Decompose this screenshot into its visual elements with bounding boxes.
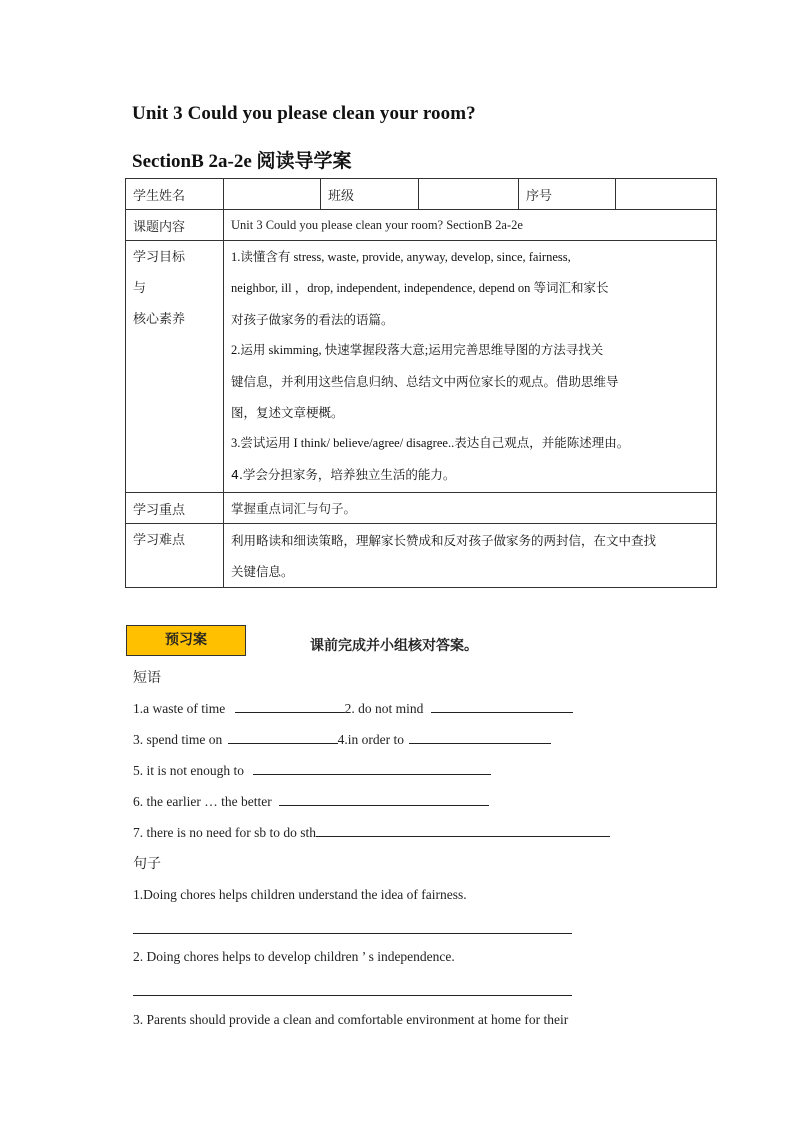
- name-label: 学生姓名: [126, 179, 224, 210]
- difficulty-content: [224, 524, 717, 588]
- difficulty-line: 利用略读和细读策略，理解家长赞成和反对孩子做家务的两封信，在文中查找: [231, 533, 657, 548]
- seat-cell[interactable]: [616, 179, 717, 210]
- difficulty-label-text: 学习难点: [133, 533, 186, 548]
- table-row: [126, 524, 717, 588]
- difficulty-line: 关键信息。: [231, 564, 294, 579]
- goal-line: 键信息，并利用这些信息归纳、总结文中两位家长的观点。借助思维导: [231, 374, 619, 389]
- goals-label-line: 与: [133, 281, 147, 296]
- phrase-7: 7. there is no need for sb to do sth: [133, 825, 316, 840]
- phrase-6: 6. the earlier … the better: [133, 794, 272, 809]
- topic-value: Unit 3 Could you please clean your room? SectionB 2a-2e: [224, 210, 717, 241]
- phrase-row: [133, 700, 573, 717]
- goal-line: 图，复述文章梗概。: [231, 405, 344, 420]
- table-row: [126, 493, 717, 524]
- goals-label-line: 学习目标: [133, 250, 186, 265]
- key-points-value: 掌握重点词汇与句子。: [224, 493, 717, 524]
- goals-content: [224, 241, 717, 493]
- answer-line[interactable]: [133, 995, 572, 996]
- table-row: [126, 210, 717, 241]
- answer-blank[interactable]: [409, 731, 551, 744]
- phrase-row: [133, 793, 489, 810]
- phrase-row: [133, 731, 551, 748]
- goal-line: 4.学会分担家务，培养独立生活的能力。: [231, 467, 456, 482]
- sentence-3: 3. Parents should provide a clean and comfortable environment at home for their: [133, 1012, 569, 1027]
- phrases-heading: 短语: [133, 670, 161, 686]
- phrase-5: 5. it is not enough to: [133, 763, 244, 778]
- lesson-info-table: [125, 178, 717, 588]
- answer-blank[interactable]: [235, 700, 345, 713]
- topic-label: 课题内容: [126, 210, 224, 241]
- answer-line[interactable]: [133, 933, 572, 934]
- phrase-row: [133, 824, 610, 841]
- goal-line: 对孩子做家务的看法的语篇。: [231, 312, 394, 327]
- phrase-row: [133, 762, 491, 779]
- sentence-2: 2. Doing chores helps to develop children ’ s independence.: [133, 949, 455, 964]
- page-subtitle: SectionB 2a-2e 阅读导学案: [132, 151, 352, 172]
- table-row: [126, 179, 717, 210]
- phrase-1: 1.a waste of time: [133, 701, 226, 716]
- phrase-3: 3. spend time on: [133, 732, 223, 747]
- answer-blank[interactable]: [279, 793, 489, 806]
- goals-label-line: 核心素养: [133, 312, 186, 327]
- answer-blank[interactable]: [316, 824, 610, 837]
- class-label: 班级: [321, 179, 419, 210]
- class-cell[interactable]: [419, 179, 519, 210]
- goal-line: neighbor, ill ，drop, independent, independence, depend on 等词汇和家长: [231, 281, 609, 295]
- phrase-2: 2. do not mind: [344, 701, 424, 716]
- goal-line: 1.读懂含有 stress, waste, provide, anyway, develop, since, fairness,: [231, 250, 571, 264]
- name-cell[interactable]: [224, 179, 321, 210]
- goal-line: 2.运用 skimming, 快速掌握段落大意;运用完善思维导图的方法寻找关: [231, 343, 604, 357]
- key-points-label: 学习重点: [126, 493, 224, 524]
- sentences-heading: 句子: [133, 856, 161, 872]
- goals-label: [126, 241, 224, 493]
- goal-line: 3.尝试运用 I think/ believe/agree/ disagree..表达自己观点，并能陈述理由。: [231, 436, 630, 450]
- difficulty-label: [126, 524, 224, 588]
- answer-blank[interactable]: [253, 762, 491, 775]
- preview-badge: 预习案: [126, 625, 246, 656]
- seat-label: 序号: [519, 179, 616, 210]
- sentence-1: 1.Doing chores helps children understand the idea of fairness.: [133, 887, 467, 902]
- answer-blank[interactable]: [228, 731, 338, 744]
- table-row: [126, 241, 717, 493]
- answer-blank[interactable]: [431, 700, 573, 713]
- page-title: Unit 3 Could you please clean your room?: [132, 103, 476, 124]
- phrase-4: 4.in order to: [337, 732, 404, 747]
- preview-instruction: 课前完成并小组核对答案。: [310, 638, 478, 654]
